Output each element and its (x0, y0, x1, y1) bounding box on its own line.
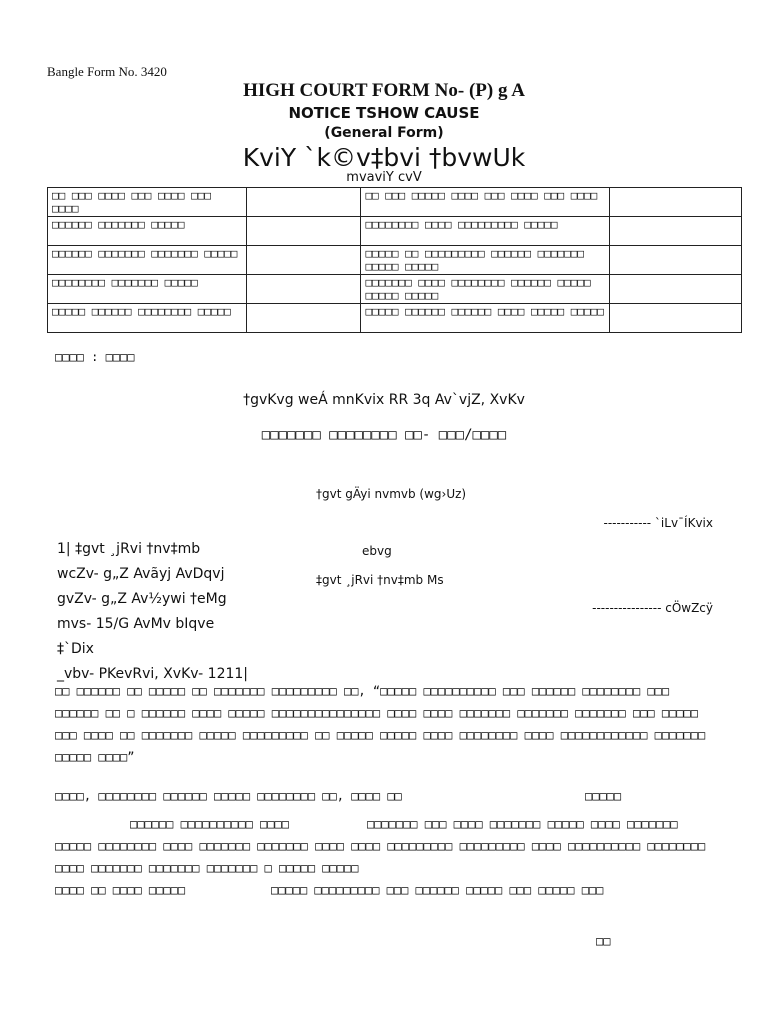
petitioner-label: ----------- `iLv¯ÍKvix (603, 516, 713, 530)
address-line: mvs- 15/G AvMv bIqve (57, 616, 215, 632)
info-table-cell: □□□□□□ □□□□□□□ □□□□□□□ □□□□□ (48, 246, 247, 275)
bangla-title: KviY `k©v‡bvi †bvwUk (242, 143, 526, 172)
address-line: ‡`Dix (57, 641, 94, 657)
bangla-subtitle: mvaviY cvV (346, 170, 422, 185)
info-table-cell: □□□□□□ □□□□□□□ □□□□□ (48, 217, 247, 246)
address-line: _vbv- PKevRvi, XvKv- 1211| (57, 666, 249, 682)
date-line: □□□□ : □□□□ (55, 350, 135, 364)
info-table-cell (247, 304, 361, 333)
info-table-cell: □□□□□□□□ □□□□ □□□□□□□□□ □□□□□ (361, 217, 609, 246)
address-line: wcZv- g„Z Avãyj AvDqvj (57, 566, 225, 582)
document-form-type: (General Form) (324, 125, 444, 141)
info-table-cell: □□□□□ □□□□□□ □□□□□□□□ □□□□□ (48, 304, 247, 333)
document-title: HIGH COURT FORM No- (P) g A (243, 80, 525, 101)
info-table-cell: □□ □□□ □□□□ □□□ □□□□ □□□ □□□□ (48, 188, 247, 217)
info-table-row (48, 304, 742, 333)
signature: □□ (596, 934, 611, 948)
opposite-party-label: ---------------- cÖwZcÿ (592, 601, 713, 615)
address-line: 1| ‡gvt ¸jRvi †nv‡mb (57, 541, 201, 557)
versus-word: ebvg (362, 544, 392, 558)
info-table-cell (609, 275, 741, 304)
info-table-row (48, 217, 742, 246)
recipient-address (57, 537, 248, 687)
notice-paragraph-2: □□□□, □□□□□□□□ □□□□□□ □□□□□ □□□□□□□□ □□, □□□□ □□ (55, 789, 402, 803)
info-table-cell: □□□□□□□ □□□□ □□□□□□□□ □□□□□□ □□□□□ □□□□□ □□□□□ (361, 275, 609, 304)
info-table-cell (247, 246, 361, 275)
paragraph-3-lead: □□□□□□ □□□□□□□□□□ □□□□ (130, 817, 289, 831)
notice-paragraph-2-tail: □□□□□ (585, 789, 622, 803)
info-table-row (48, 246, 742, 275)
form-number: Bangle Form No. 3420 (47, 64, 167, 79)
info-table-row (48, 275, 742, 304)
info-table-cell (247, 188, 361, 217)
info-table-cell (609, 304, 741, 333)
info-table-cell: □□□□□□□□ □□□□□□□ □□□□□ (48, 275, 247, 304)
info-table-cell (247, 275, 361, 304)
paragraph-3-line4: □□□□ □□ □□□□ □□□□□ (55, 883, 186, 897)
respondent-name: ‡gvt ¸jRvi †nv‡mb Ms (316, 573, 444, 587)
info-table (47, 187, 742, 333)
court-office: †gvKvg weÁ mnKvix RR 3q Av`vjZ, XvKv (243, 392, 525, 408)
paragraph-3-line4-rest: □□□□□ □□□□□□□□□ □□□ □□□□□□ □□□□□ □□□ □□□□□ □□□ (271, 883, 604, 897)
address-line: gvZv- g„Z Av½ywi †eMg (57, 591, 227, 607)
info-table-cell (609, 246, 741, 275)
info-table-cell (247, 217, 361, 246)
info-table-row (48, 188, 742, 217)
paragraph-3-body: □□□□□□□ □□□ □□□□ □□□□□□□ □□□□□ □□□□ □□□□□□□ □□□□□ □□□□□□□□ □□□□ □□□□□□□ □□□□□□□ □□□□ □□□□ □□□□□□□□□ □□□□□□□□□ □□□□ □□□□□□□□□□ □□□□□□□□ □□□□ □□□□□□□ □□□□□□□ □□□□□□□ □ □□□□□ □□□□□ (55, 817, 706, 875)
info-table-cell: □□□□□ □□□□□□ □□□□□□ □□□□ □□□□□ □□□□□ (361, 304, 609, 333)
info-table-cell: □□ □□□ □□□□□ □□□□ □□□ □□□□ □□□ □□□□ (361, 188, 609, 217)
notice-paragraph: □□ □□□□□□ □□ □□□□□ □□ □□□□□□□ □□□□□□□□□ □□, “□□□□□ □□□□□□□□□□ □□□ □□□□□□ □□□□□□□□ □□□ □□□□□□ □□ □ □□□□□□ □□□□ □□□□□ □□□□□□□□□□□□□□□ □□□□ □□□□ □□□□□□□ □□□□□□□ □□□□□□□ □□□ □□□□□ □□□ □□□□ □□ □□□□□□□ □□□□□ □□□□□□□□□ □□ □□□□□ □□□□□ □□□□ □□□□□□□□ □□□□ □□□□□□□□□□□□ □□□□□□□ □□□□□ □□□□” (55, 684, 706, 764)
info-table-cell (609, 217, 741, 246)
notice-paragraph-3 (55, 813, 717, 901)
info-table-cell: □□□□□ □□ □□□□□□□□□ □□□□□□ □□□□□□□ □□□□□ □□□□□ (361, 246, 609, 275)
petitioner-name: †gvt gÄyi nvmvb (wg›Uz) (316, 487, 467, 501)
document-subtitle: NOTICE TSHOW CAUSE (288, 104, 480, 122)
case-number: □□□□□□□ □□□□□□□□ □□- □□□/□□□□ (261, 427, 507, 443)
info-table-cell (609, 188, 741, 217)
